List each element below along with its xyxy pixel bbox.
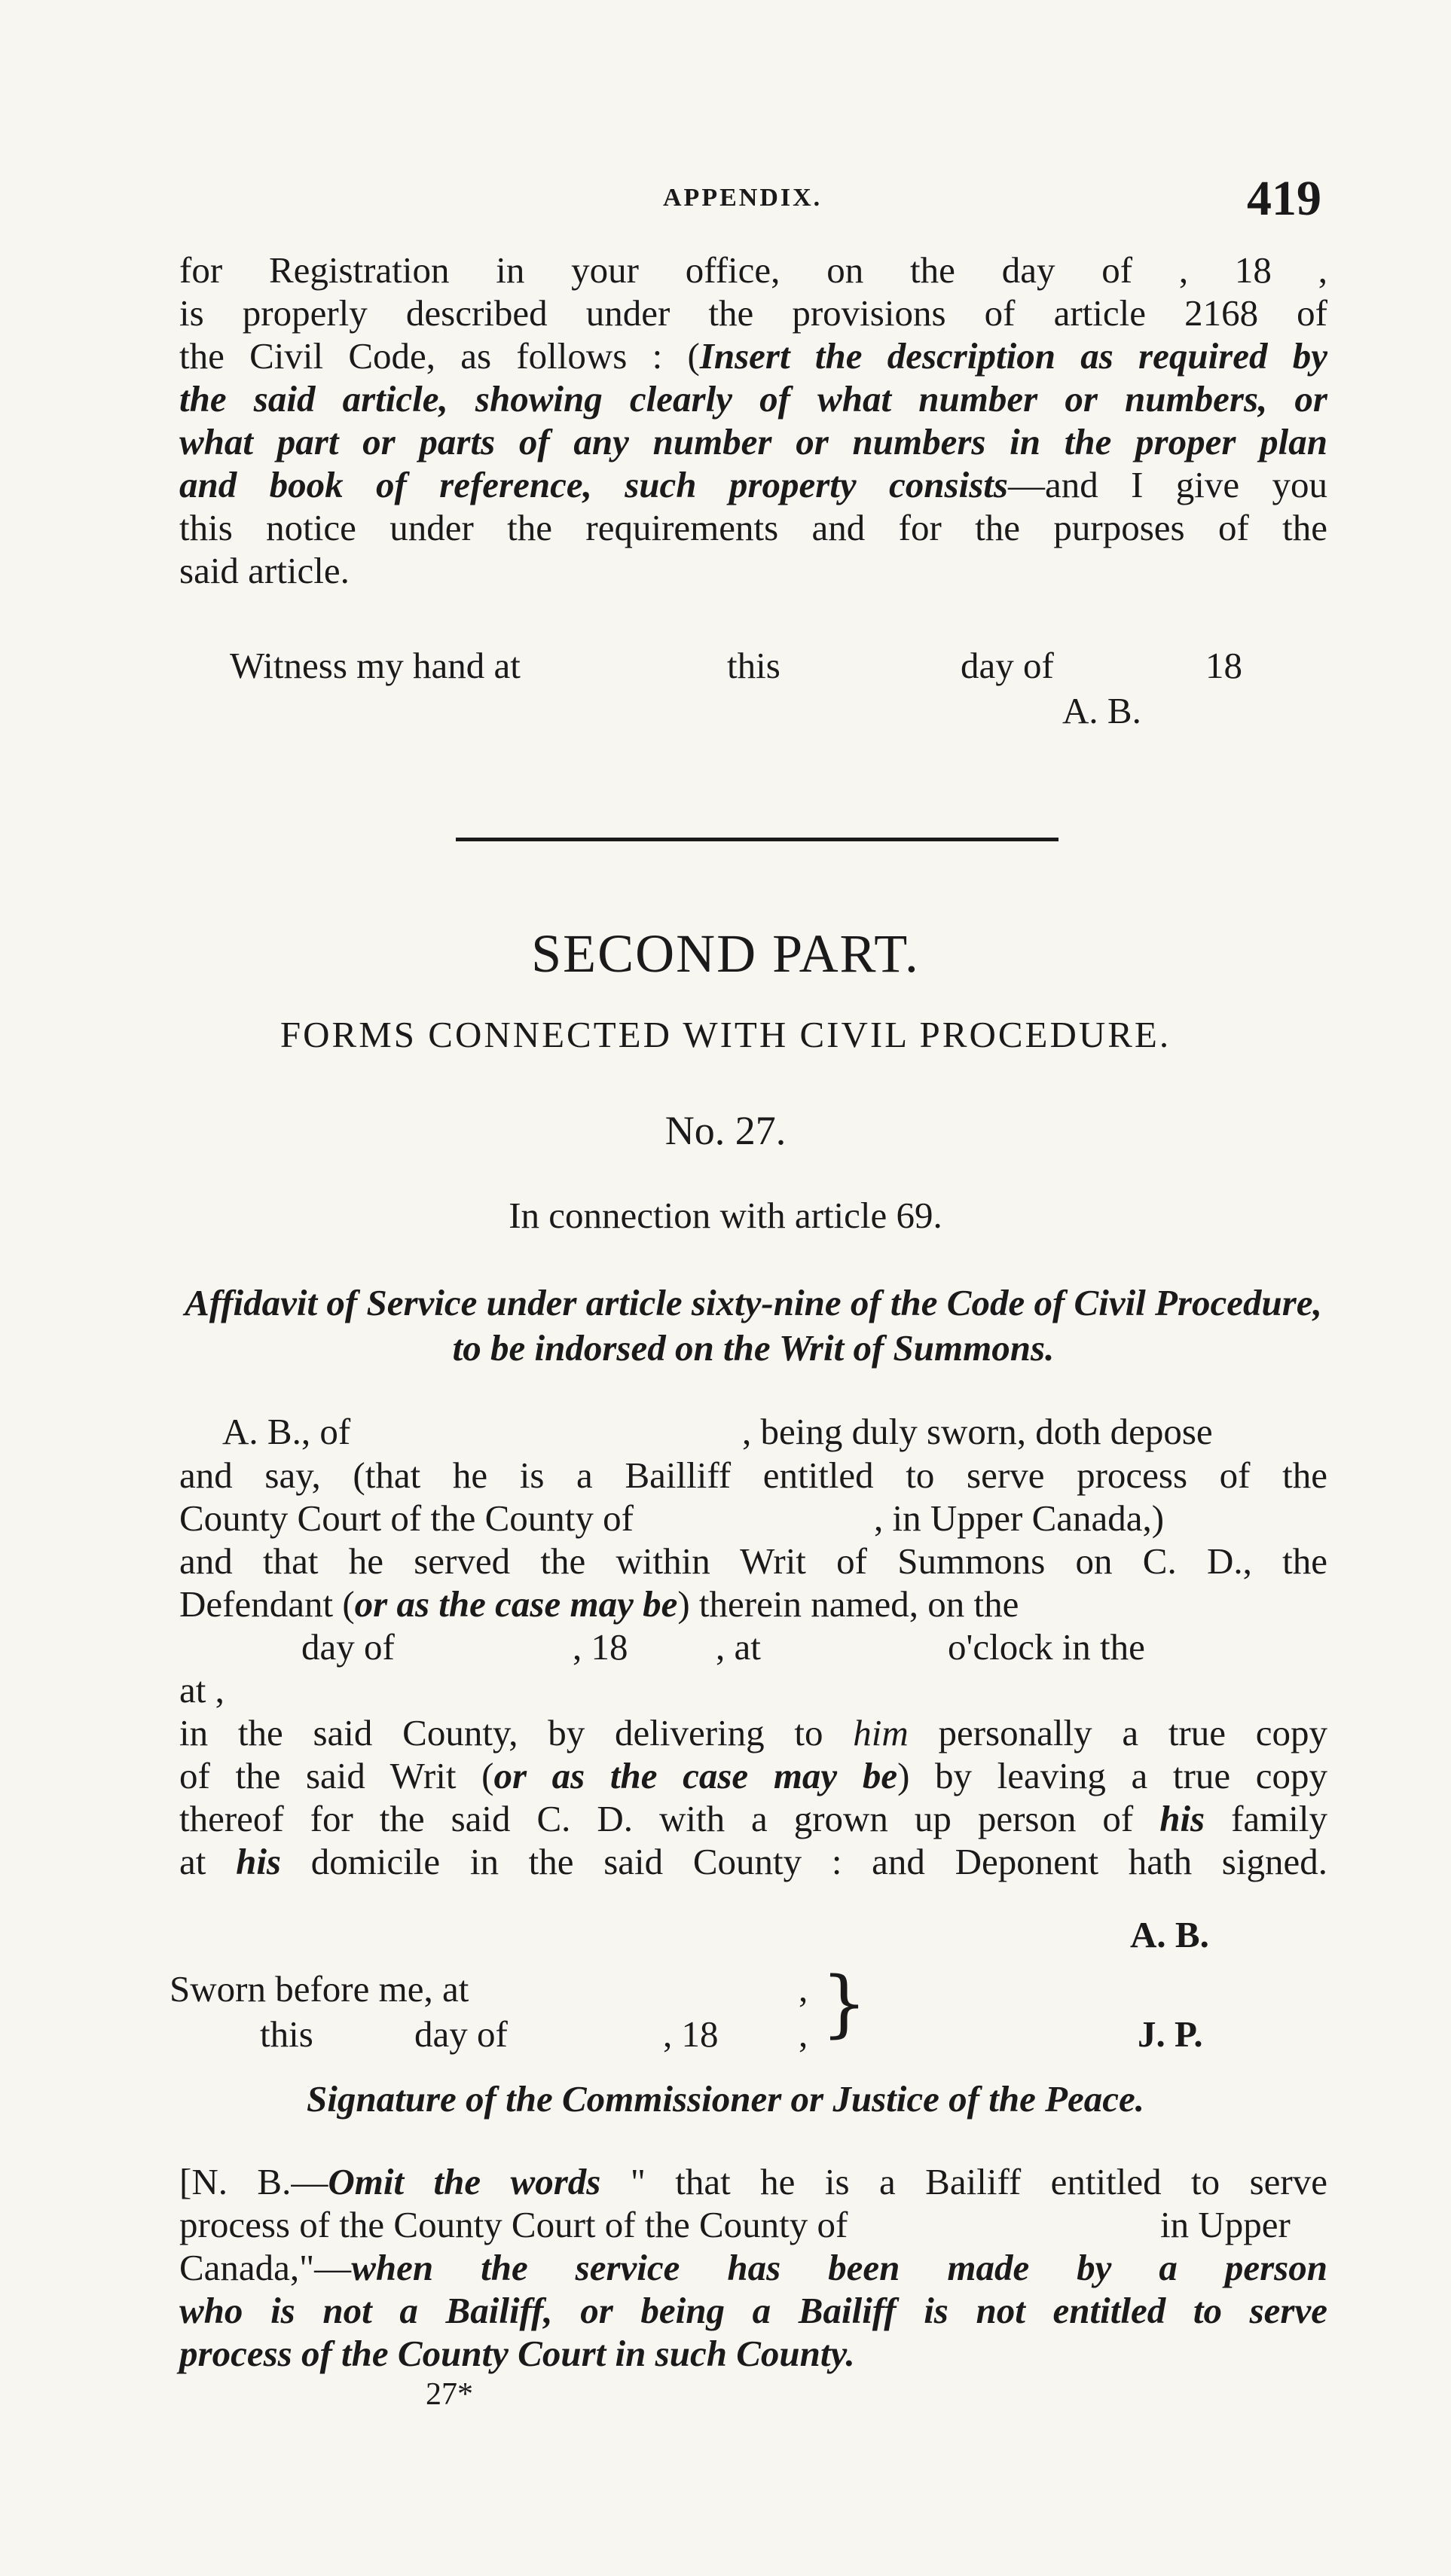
affidavit-line-3a: County Court of the County of (179, 1497, 634, 1539)
note-line-4: who is not a Bailiff, or being a Bailiff is not entitled to serve (179, 2290, 1327, 2331)
witness-year: 18 (1205, 645, 1242, 686)
jurat-line-1b: , (799, 1968, 808, 2010)
jurat-line-1a: Sworn before me, at (170, 1968, 469, 2010)
top-italic-4: and book of reference, such property consists (179, 464, 1008, 505)
top-italic-2: the said article, showing clearly of what number or numbers, or (179, 378, 1327, 420)
page-header (0, 170, 1451, 230)
affidavit-line-10b: his (1159, 1798, 1205, 1839)
note-line-3 (179, 2246, 1327, 2289)
note-line-5: process of the County Court in such County. (179, 2333, 855, 2374)
affidavit-line-1b: , being duly sworn, doth depose (742, 1411, 1213, 1452)
witness-signature: A. B. (1062, 690, 1141, 731)
note-line-1 (179, 2160, 1327, 2203)
form-number: No. 27. (664, 1108, 787, 1153)
affidavit-line-11 (179, 1840, 1327, 1883)
affidavit-line-10 (179, 1797, 1327, 1840)
affidavit-line-9 (179, 1754, 1327, 1797)
jurat-brace: } (821, 1961, 868, 2046)
affidavit-line-11a: at (179, 1841, 237, 1882)
note-line-3a: Canada,"— (179, 2247, 352, 2288)
affidavit-line-9a: of the said Writ ( (179, 1755, 494, 1796)
jurat-line-2d: , (799, 2013, 808, 2055)
affidavit-line-6c: , at (716, 1626, 761, 1668)
affidavit-line-8c: personally a true copy (908, 1712, 1327, 1753)
affidavit-line-8a: in the said County, by delivering to (179, 1712, 854, 1753)
top-line-5 (179, 463, 1327, 506)
top-line-7: said article. (179, 550, 350, 591)
affidavit-line-5c: ) therein named, on the (677, 1583, 1019, 1625)
witness-this: this (727, 645, 780, 686)
justice-of-peace: J. P. (1138, 2013, 1203, 2055)
note-line-1c: " that he is a Bailiff entitled to serve (600, 2161, 1327, 2202)
top-tail-1: —and I give you (1007, 464, 1327, 505)
affidavit-line-5a: Defendant ( (179, 1583, 355, 1625)
affidavit-line-6a: day of (301, 1626, 395, 1668)
affidavit-line-11c: domicile in the said County : and Deponent hath signed. (281, 1841, 1327, 1882)
affidavit-line-5 (179, 1583, 1019, 1625)
top-line-3 (179, 334, 1327, 377)
top-line-3-roman: the Civil Code, as follows : ( (179, 335, 700, 377)
witness-label: Witness my hand at (230, 645, 521, 686)
top-line-6: this notice under the requirements and for the purposes of the (179, 507, 1327, 548)
affidavit-line-9b: or as the case may be (493, 1755, 898, 1796)
page-number: 419 (1247, 171, 1321, 226)
note-line-1a: [N. B.— (179, 2161, 328, 2202)
affidavit-line-6b: , 18 (573, 1626, 628, 1668)
affidavit-line-11b: his (236, 1841, 281, 1882)
top-italic-3: what part or parts of any number or numbers in the proper plan (179, 421, 1327, 462)
affidavit-line-10a: thereof for the said C. D. with a grown up person of (179, 1798, 1160, 1839)
affidavit-line-6d: o'clock in the (948, 1626, 1145, 1668)
signature-caption: Signature of the Commissioner or Justice of the Peace. (306, 2078, 1145, 2120)
affidavit-line-4: and that he served the within Writ of Summons on C. D., the (179, 1540, 1327, 1582)
affidavit-line-3b: , in Upper Canada,) (874, 1497, 1165, 1539)
note-line-2a: process of the County Court of the County of (179, 2204, 848, 2245)
running-title: APPENDIX. (663, 184, 823, 212)
second-part-subtitle: FORMS CONNECTED WITH CIVIL PROCEDURE. (280, 1014, 1171, 1055)
affidavit-line-1a: A. B., of (222, 1411, 351, 1452)
note-line-1b: Omit the words (328, 2161, 601, 2202)
witness-day-of: day of (961, 645, 1054, 686)
affidavit-line-10c: family (1205, 1798, 1327, 1839)
affidavit-title: Affidavit of Service under article sixty-nine of the Code of Civil Procedure, to be indorsed on the Writ of Summons. (185, 1282, 1322, 1369)
affidavit-line-5b: or as the case may be (354, 1583, 678, 1625)
note-line-3b: when the service has been made by a person (351, 2247, 1327, 2288)
affidavit-line-8 (179, 1711, 1327, 1754)
jurat-line-2a: this (260, 2013, 313, 2055)
affidavit-signature: A. B. (1130, 1914, 1209, 1955)
affidavit-line-8b: him (853, 1712, 909, 1753)
jurat-line-2c: , 18 (663, 2013, 719, 2055)
top-line-1: for Registration in your office, on the day of , 18 , (179, 249, 1327, 291)
jurat-line-2b: day of (414, 2013, 508, 2055)
section-divider (456, 838, 1058, 841)
affidavit-line-2: and say, (that he is a Bailliff entitled to serve process of the (179, 1454, 1327, 1496)
second-part-title: SECOND PART. (531, 923, 920, 984)
top-italic-1: Insert the description as required by (699, 335, 1327, 377)
affidavit-line-7: at , (179, 1669, 225, 1711)
article-connection: In connection with article 69. (509, 1195, 942, 1236)
affidavit-line-9c: ) by leaving a true copy (897, 1755, 1327, 1796)
top-line-2: is properly described under the provisions of article 2168 of (179, 292, 1327, 334)
note-line-2b: in Upper (1160, 2204, 1291, 2245)
signature-mark: 27* (426, 2377, 473, 2412)
